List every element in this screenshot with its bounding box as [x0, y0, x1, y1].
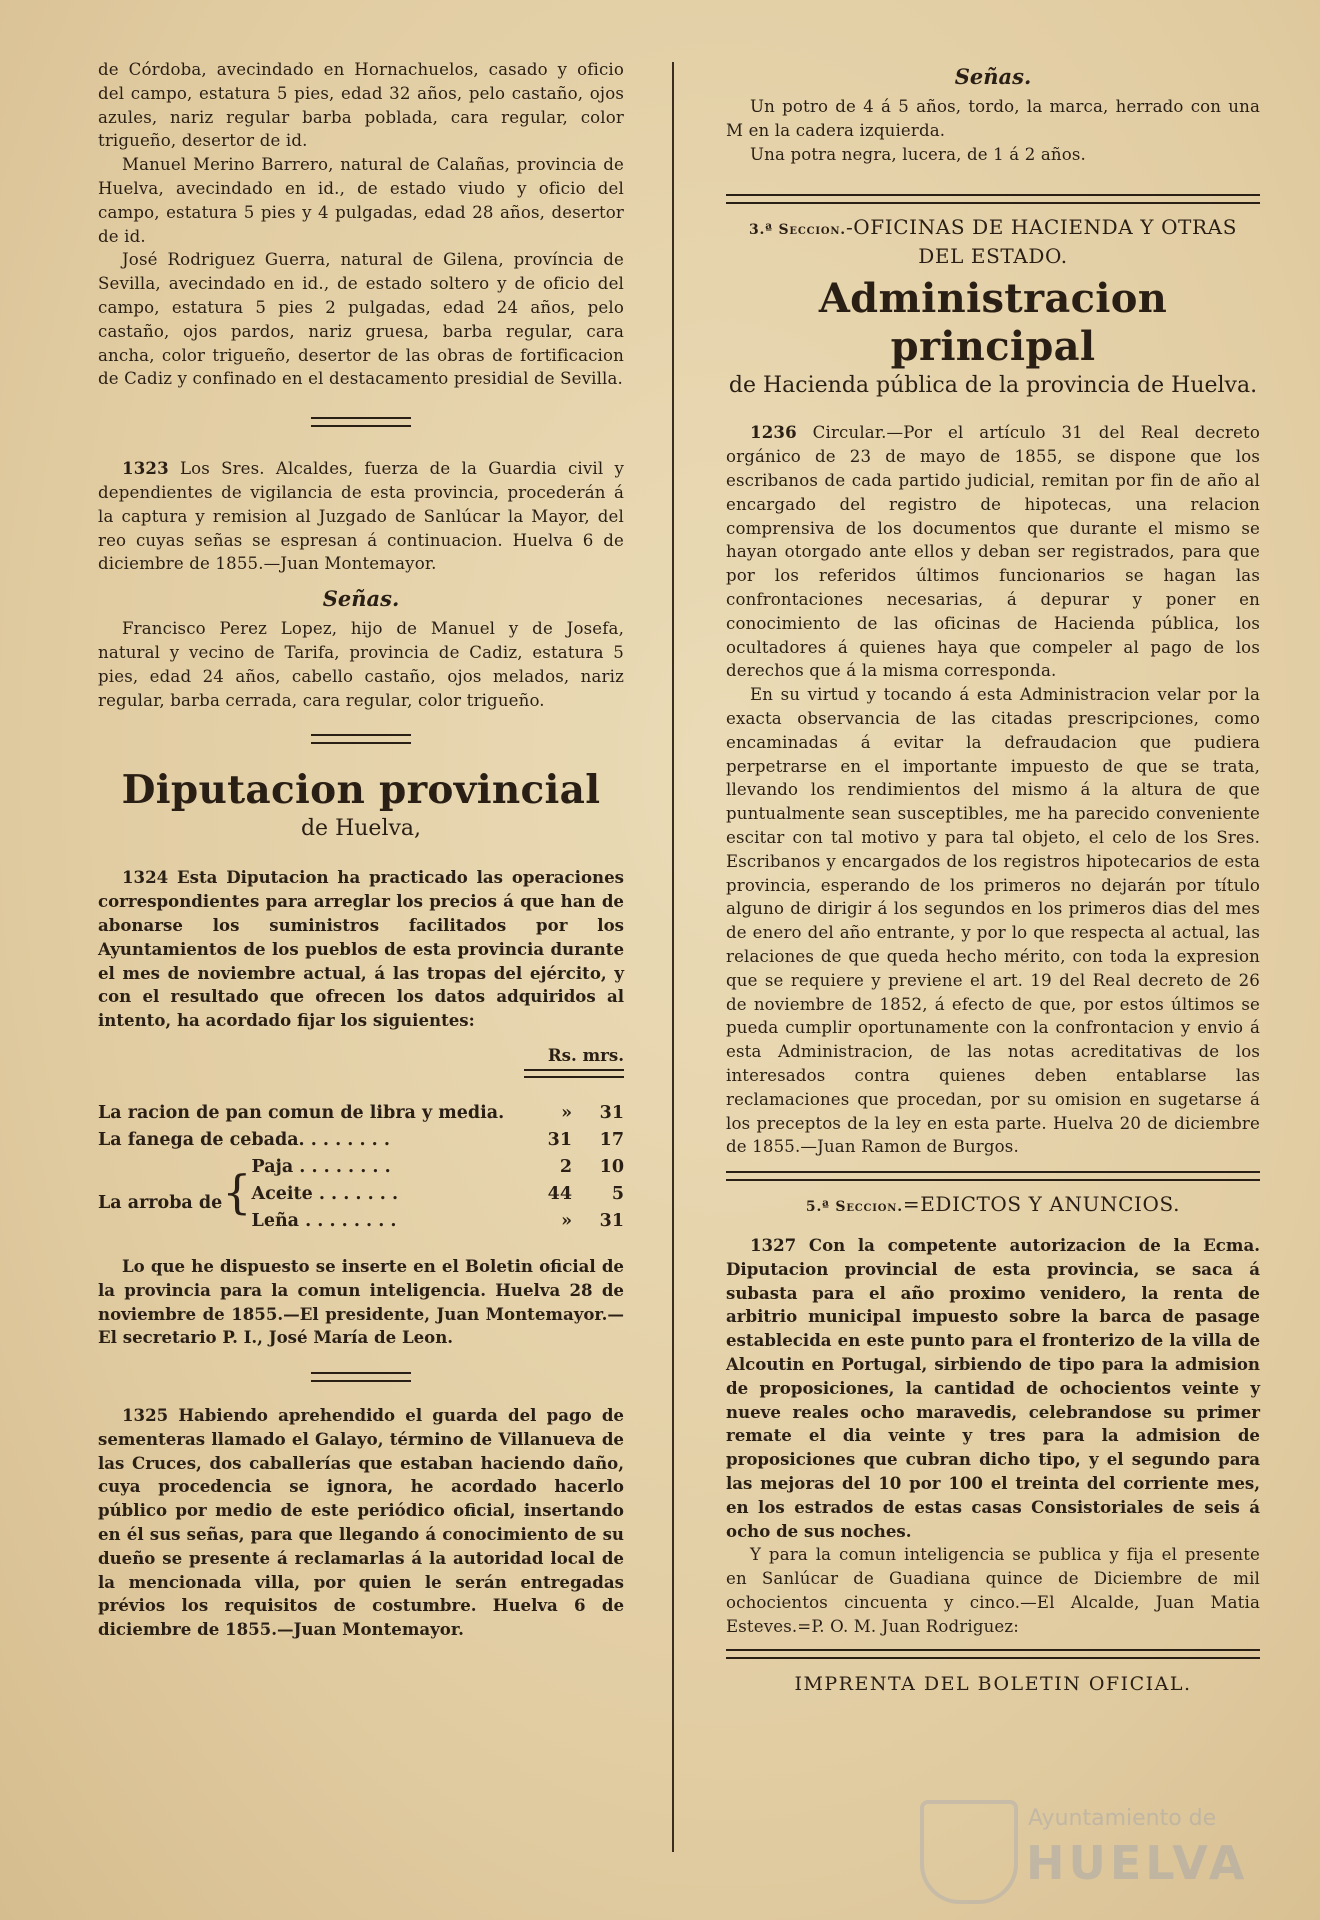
- section-number: 3.ª Seccion.: [748, 222, 846, 239]
- notice-text: Esta Diputacion ha practicado las operaciones correspondientes para arreglar los precios á que han de abonarse los suministros facilitados por los Ayuntamientos de los pueblos de esta provincia durante el mes de noviembre actual, á las tropas del ejército, y con el resultado que ofrecen los datos adquiridos al intento, ha acordado fijar los siguientes:: [98, 867, 624, 1031]
- section-subtitle: de Huelva,: [300, 816, 422, 842]
- notice-continuation: En su virtud y tocando á esta Administracion velar por la exacta observancia de las citadas prescripciones, como encaminadas á evitar la defraudacion que pudiera perpetrarse en el importante impuesto de que se trata, llevando los rendimientos del mismo á la altura de que puntualmente sean susceptibles, me ha parecido conveniente escitar con tal motivo y para tal objeto, el celo de los Sres. Escribanos y encargados de los registros hipotecarios de esta provincia, esperando de los primeros no dejarán por título alguno de dirigir á los segundos en los primeros dias del mes de enero del año entrante, y por lo que respecta al actual, las relaciones de que queda hecho mérito, con toda la expresion que se requiere y previene el art. 19 del Real decreto de 26 de noviembre de 1852, á efecto de que, por estos últimos se pueda cumplir oportunamente con la confrontacion y envio á esta Administracion, de las notas acreditativas de los interesados contra quienes deben entablarse las reclamaciones que procedan, por su omision en sugetarse á los preceptos de la ley en esta parte. Huelva 20 de diciembre de 1855.—Juan Ramon de Burgos.: [726, 685, 1260, 1157]
- separator-rule: [726, 1649, 1260, 1659]
- senas-description: Un potro de 4 á 5 años, tordo, la marca, herrado con una M en la cadera izquierda.: [726, 97, 1260, 140]
- person-entry: José Rodriguez Guerra, natural de Gilena, província de Sevilla, avecindado en id., de estado soltero y de oficio del campo, estatura 5 pies 2 pulgadas, edad 24 años, pelo castaño, ojos pardos, nariz gruesa, barba regular, cara ancha, color trigueño, desertor de las obras de fortificacion de Cadiz y confinado en el destacamento presidial de Sevilla.: [98, 250, 624, 389]
- right-column: [726, 64, 1260, 1695]
- price-rs: 31: [547, 1129, 572, 1150]
- notice-1325: [98, 1404, 624, 1642]
- notice-text: Circular.—Por el artículo 31 del Real decreto orgánico de 23 de mayo de 1855, se dispone que los escribanos de cada partido judicial, remitan por fin de año al encargado del registro de hipotecas, una relacion comprensiva de los documentos que durante el mismo se hayan otorgado ante ellos y deban ser registrados, para que por los referidos últimos funcionarios se hagan las confrontaciones necesarias, á depurar y poner en conocimiento de las oficinas de Hacienda pública, los ocultadores á quienes haya que compeler al pago de los derechos que á la misma corresponda.: [726, 423, 1260, 681]
- arroba-label: [98, 1154, 252, 1235]
- brace-glyph: {: [222, 1165, 252, 1220]
- notice-number: 1324: [122, 867, 169, 888]
- notice-number: 1323: [122, 458, 169, 479]
- senas-heading: Señas.: [322, 586, 400, 612]
- section-name: -OFICINAS DE HACIENDA Y OTRAS DEL ESTADO.: [845, 215, 1238, 269]
- price-label: Leña . . . . . . . .: [251, 1210, 397, 1231]
- notice-text: Los Sres. Alcaldes, fuerza de la Guardia civil y dependientes de vigilancia de esta provincia, procederán á la captura y remision al Juzgado de Sanlúcar la Mayor, del reo cuyas señas se espresan á continuacion. Huelva 6 de diciembre de 1855.—Juan Montemayor.: [98, 459, 624, 574]
- intro-continuation: de Córdoba, avecindado en Hornachuelos, casado y oficio del campo, estatura 5 pies, edad 32 años, pelo castaño, ojos azules, nariz regular barba poblada, cara regular, color trigueño, desertor de id.: [98, 60, 624, 151]
- senas-description: Francisco Perez Lopez, hijo de Manuel y de Josefa, natural y vecino de Tarifa, provincia de Cadiz, estatura 5 pies, edad 24 años, cabello castaño, ojos melados, nariz regular, barba cerrada, cara regular, color trigueño.: [98, 619, 624, 710]
- separator-rule: [524, 1069, 624, 1078]
- table-row: [98, 1100, 624, 1127]
- notice-number: 1327: [750, 1235, 797, 1256]
- price-mrs: 5: [611, 1183, 624, 1204]
- price-label: Paja . . . . . . . .: [251, 1156, 391, 1177]
- printer-footer: IMPRENTA DEL BOLETIN OFICIAL.: [794, 1672, 1192, 1695]
- separator-rule: [311, 734, 411, 744]
- notice-number: 1236: [750, 422, 797, 443]
- price-label: Aceite . . . . . . .: [251, 1183, 399, 1204]
- notice-closing: Lo que he dispuesto se inserte en el Boletin oficial de la provincia para la comun inteligencia. Huelva 28 de noviembre de 1855.—El presidente, Juan Montemayor.—El secretario P. I., José María de Leon.: [98, 1255, 624, 1348]
- separator-rule: [726, 1171, 1260, 1181]
- price-rs: 2: [559, 1156, 572, 1177]
- separator-rule: [311, 1372, 411, 1382]
- separator-rule: [311, 417, 411, 427]
- price-label: La racion de pan comun de libra y media.: [98, 1102, 505, 1123]
- watermark-logo: [920, 1790, 1260, 1900]
- shield-icon: [920, 1800, 1018, 1904]
- section-title: Diputacion provincial: [121, 767, 601, 814]
- notice-text: Con la competente autorizacion de la Ecma. Diputacion provincial de esta provincia, se saca á subasta para el año proximo venidero, la renta de arbitrio municipal impuesto sobre la barca de pasage establecida en este punto para el fronterizo de la villa de Alcoutin en Portugal, sirbiendo de tipo para la admision de proposiciones, la cantidad de ochocientos veinte y nueve reales ocho maravedis, celebrandose su primer remate el dia veinte y tres para la admision de proposiciones que cubran dicho tipo, y el segundo para las mejoras del 10 por 100 el treinta del corriente mes, en los estrados de estas casas Consistoriales de seis á ocho de sus noches.: [726, 1235, 1260, 1541]
- left-column: [98, 58, 624, 1642]
- notice-1324: [98, 866, 624, 1033]
- section-title: Administracion principal: [818, 275, 1168, 371]
- section-heading: [726, 214, 1260, 269]
- senas-heading: Señas.: [954, 64, 1032, 89]
- table-row: [98, 1154, 624, 1181]
- section-number: 5.ª Seccion.: [805, 1199, 903, 1216]
- notice-text: Habiendo aprehendido el guarda del pago de sementeras llamado el Galayo, término de Villanueva de las Cruces, dos caballerías que estaban haciendo daño, cuya procedencia se ignora, he acordado hacerlo público por medio de este periódico oficial, insertando en él sus señas, para que llegando á conocimiento de su dueño se presente á reclamarlas á la autoridad local de la mencionada villa, por quien le serán entregadas prévios los requisitos de costumbre. Huelva 6 de diciembre de 1855.—Juan Montemayor.: [98, 1405, 624, 1640]
- notice-number: 1325: [122, 1405, 169, 1426]
- price-rs: 44: [547, 1183, 572, 1204]
- price-rs: »: [561, 1102, 572, 1123]
- watermark-big-text: HUELVA: [1026, 1836, 1249, 1890]
- section-name: =EDICTOS Y ANUNCIOS.: [902, 1192, 1181, 1217]
- price-label: La fanega de cebada. . . . . . . .: [98, 1129, 390, 1150]
- price-table: [98, 1100, 624, 1235]
- notice-closing: Y para la comun inteligencia se publica y fija el presente en Sanlúcar de Guadiana quince de Diciembre de mil ochocientos cincuenta y cinco.—El Alcalde, Juan Matia Esteves.=P. O. M. Juan Rodriguez:: [726, 1545, 1260, 1636]
- table-row: [98, 1127, 624, 1154]
- price-header: Rs. mrs.: [547, 1044, 624, 1065]
- column-divider: [672, 62, 674, 1852]
- price-mrs: 31: [599, 1102, 624, 1123]
- price-mrs: 31: [599, 1210, 624, 1231]
- notice-1327: [726, 1234, 1260, 1543]
- notice-1323: [98, 457, 624, 576]
- watermark-top-text: Ayuntamiento de: [1028, 1806, 1217, 1831]
- price-mrs: 17: [599, 1129, 624, 1150]
- price-rs: »: [561, 1210, 572, 1231]
- section-heading: [726, 1191, 1260, 1220]
- person-entry: Manuel Merino Barrero, natural de Calañas, provincia de Huelva, avecindado en id., de estado viudo y oficio del campo, estatura 5 pies y 4 pulgadas, edad 28 años, desertor de id.: [98, 155, 624, 246]
- separator-rule: [726, 194, 1260, 204]
- section-subtitle: de Hacienda pública de la provincia de Huelva.: [728, 373, 1258, 399]
- arroba-label-text: La arroba de: [98, 1193, 223, 1214]
- notice-1236: [726, 421, 1260, 683]
- senas-description: Una potra negra, lucera, de 1 á 2 años.: [750, 144, 1086, 164]
- price-mrs: 10: [599, 1156, 624, 1177]
